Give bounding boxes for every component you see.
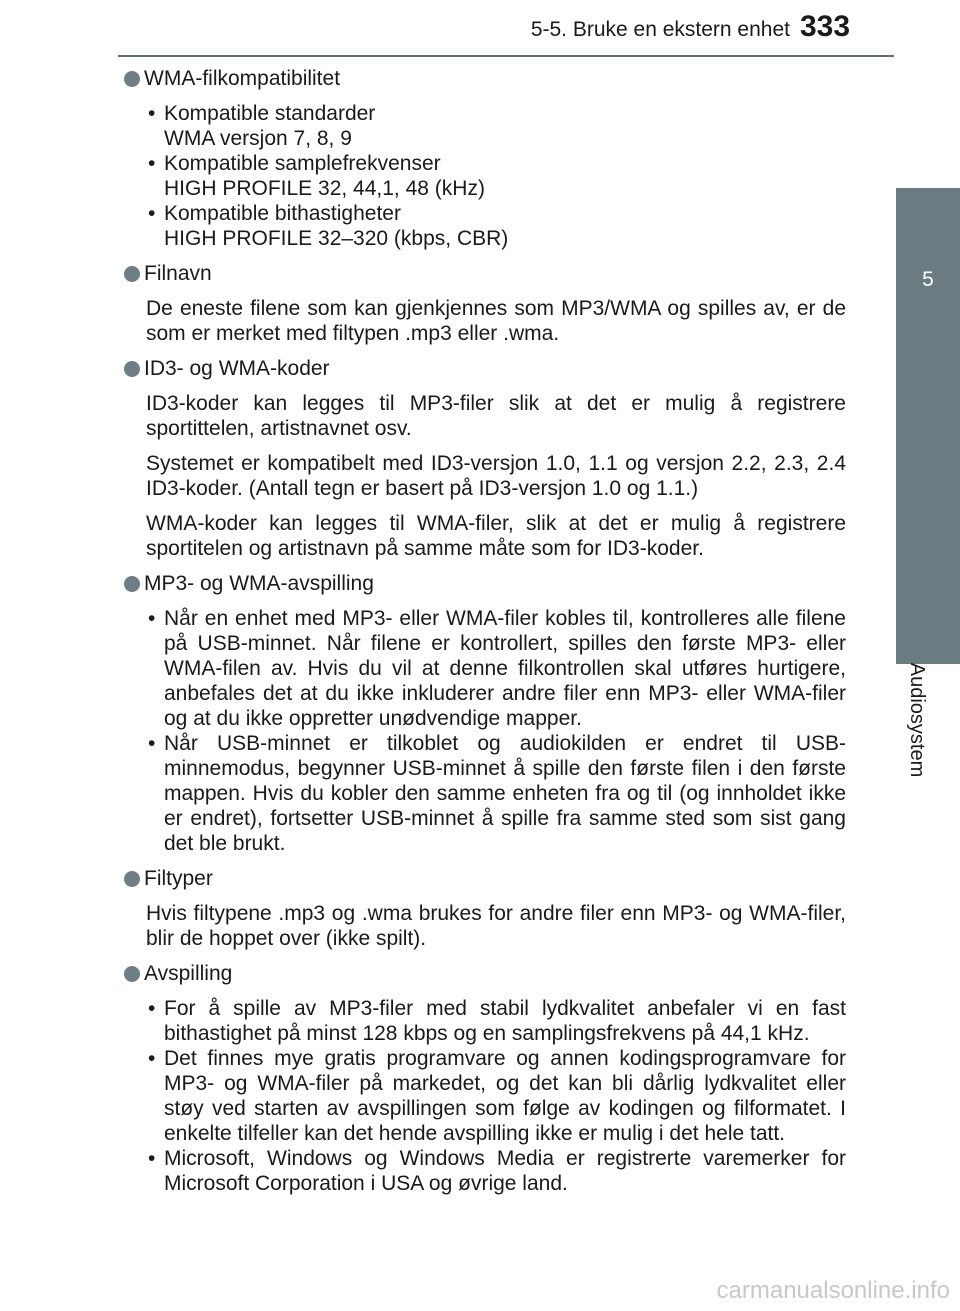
- bullet-list: [146, 996, 846, 1196]
- spec-list: [146, 101, 846, 251]
- paragraph: ID3-koder kan legges til MP3-filer slik at det er mulig å registrere sportittelen, artistnavnet osv.: [146, 392, 846, 440]
- heading-text: Filnavn: [144, 262, 212, 285]
- heading-text: MP3- og WMA-avspilling: [144, 572, 374, 595]
- bullet-icon: •: [148, 732, 156, 755]
- list-item: [146, 1046, 846, 1146]
- bullet-dot-icon: [124, 966, 140, 982]
- heading-text: WMA-filkompatibilitet: [144, 67, 341, 90]
- bullet-dot-icon: [124, 361, 140, 377]
- list-item: [146, 731, 846, 856]
- list-item-title: Kompatible bithastigheter: [164, 202, 401, 225]
- heading-text: ID3- og WMA-koder: [144, 357, 330, 380]
- section-heading: [124, 261, 846, 286]
- list-item-text: For å spille av MP3-filer med stabil lydkvalitet anbefaler vi en fast bithastighet på minst 128 kbps og en samplingsfrekvens på 44,1 kHz.: [164, 997, 846, 1045]
- heading-text: Avspilling: [144, 962, 233, 985]
- section-heading: [124, 571, 846, 596]
- list-item-title: Kompatible standarder: [164, 102, 376, 125]
- list-item: [146, 151, 846, 201]
- list-item-title: Kompatible samplefrekvenser: [164, 152, 441, 175]
- bullet-icon: •: [148, 997, 156, 1020]
- bullet-icon: •: [148, 1147, 156, 1170]
- list-item-text: Microsoft, Windows og Windows Media er registrerte varemerker for Microsoft Corporation i USA og øvrige land.: [164, 1147, 846, 1195]
- heading-text: Filtyper: [144, 867, 213, 890]
- list-item: [146, 996, 846, 1046]
- list-item: [146, 1146, 846, 1196]
- section-heading: [124, 356, 846, 381]
- paragraph: Hvis filtypene .mp3 og .wma brukes for andre filer enn MP3- og WMA-filer, blir de hoppet over (ikke spilt).: [146, 902, 846, 950]
- page-content: [124, 66, 846, 1206]
- bullet-dot-icon: [124, 71, 140, 87]
- watermark-link[interactable]: carmanualsonline.info: [716, 1277, 950, 1304]
- paragraph: Systemet er kompatibelt med ID3-versjon 1.0, 1.1 og versjon 2.2, 2.3, 2.4 ID3-koder. (Antall tegn er basert på ID3-versjon 1.0 og 1.1.): [146, 452, 846, 500]
- list-item: [146, 101, 846, 151]
- chapter-number: 5: [922, 268, 934, 291]
- bullet-dot-icon: [124, 871, 140, 887]
- chapter-tab: [896, 188, 960, 664]
- bullet-icon: •: [148, 607, 156, 630]
- list-item-text: Når USB-minnet er tilkoblet og audiokilden er endret til USB-minnemodus, begynner USB-minnet å spille den første filen i den første mappen. Hvis du kobler den samme enheten fra og til (og innholdet ikke er endret), fortsetter USB-minnet å spille fra samme sted som sist gang det ble brukt.: [164, 732, 846, 855]
- bullet-icon: •: [148, 1047, 156, 1070]
- section-heading: [124, 866, 846, 891]
- header-rule: [118, 55, 894, 57]
- list-item-text: Det finnes mye gratis programvare og annen kodingsprogramvare for MP3- og WMA-filer på markedet, og det kan bli dårlig lydkvalitet eller støy ved starten av avspillingen som følge av kodingen og filformatet. I enkelte tilfeller kan det hende avspilling ikke er mulig i det hele tatt.: [164, 1047, 846, 1145]
- list-item: [146, 201, 846, 251]
- section-heading: [124, 66, 846, 91]
- chapter-label: Audiosystem: [906, 662, 928, 778]
- list-item-text: Når en enhet med MP3- eller WMA-filer kobles til, kontrolleres alle filene på USB-minnet. Når filene er kontrollert, spilles den første MP3- eller WMA-filen av. Hvis du vil at denne filkontrollen skal utføres hurtigere, anbefales det at du ikke inkluderer andre filer enn MP3- eller WMA-filer og at du ikke oppretter unødvendige mapper.: [164, 607, 846, 730]
- bullet-icon: •: [148, 152, 156, 175]
- paragraph: De eneste filene som kan gjenkjennes som MP3/WMA og spilles av, er de som er merket med filtypen .mp3 eller .wma.: [146, 297, 846, 345]
- page-number: 333: [800, 10, 851, 43]
- list-item: [146, 606, 846, 731]
- bullet-dot-icon: [124, 576, 140, 592]
- paragraph: WMA-koder kan legges til WMA-filer, slik at det er mulig å registrere sportitelen og artistnavn på samme måte som for ID3-koder.: [146, 512, 846, 560]
- list-item-value: HIGH PROFILE 32–320 (kbps, CBR): [164, 227, 509, 250]
- bullet-list: [146, 606, 846, 856]
- section-title: 5-5. Bruke en ekstern enhet: [530, 18, 790, 41]
- section-heading: [124, 961, 846, 986]
- bullet-icon: •: [148, 202, 156, 225]
- list-item-value: HIGH PROFILE 32, 44,1, 48 (kHz): [164, 177, 485, 200]
- list-item-value: WMA versjon 7, 8, 9: [164, 127, 352, 150]
- bullet-dot-icon: [124, 266, 140, 282]
- bullet-icon: •: [148, 102, 156, 125]
